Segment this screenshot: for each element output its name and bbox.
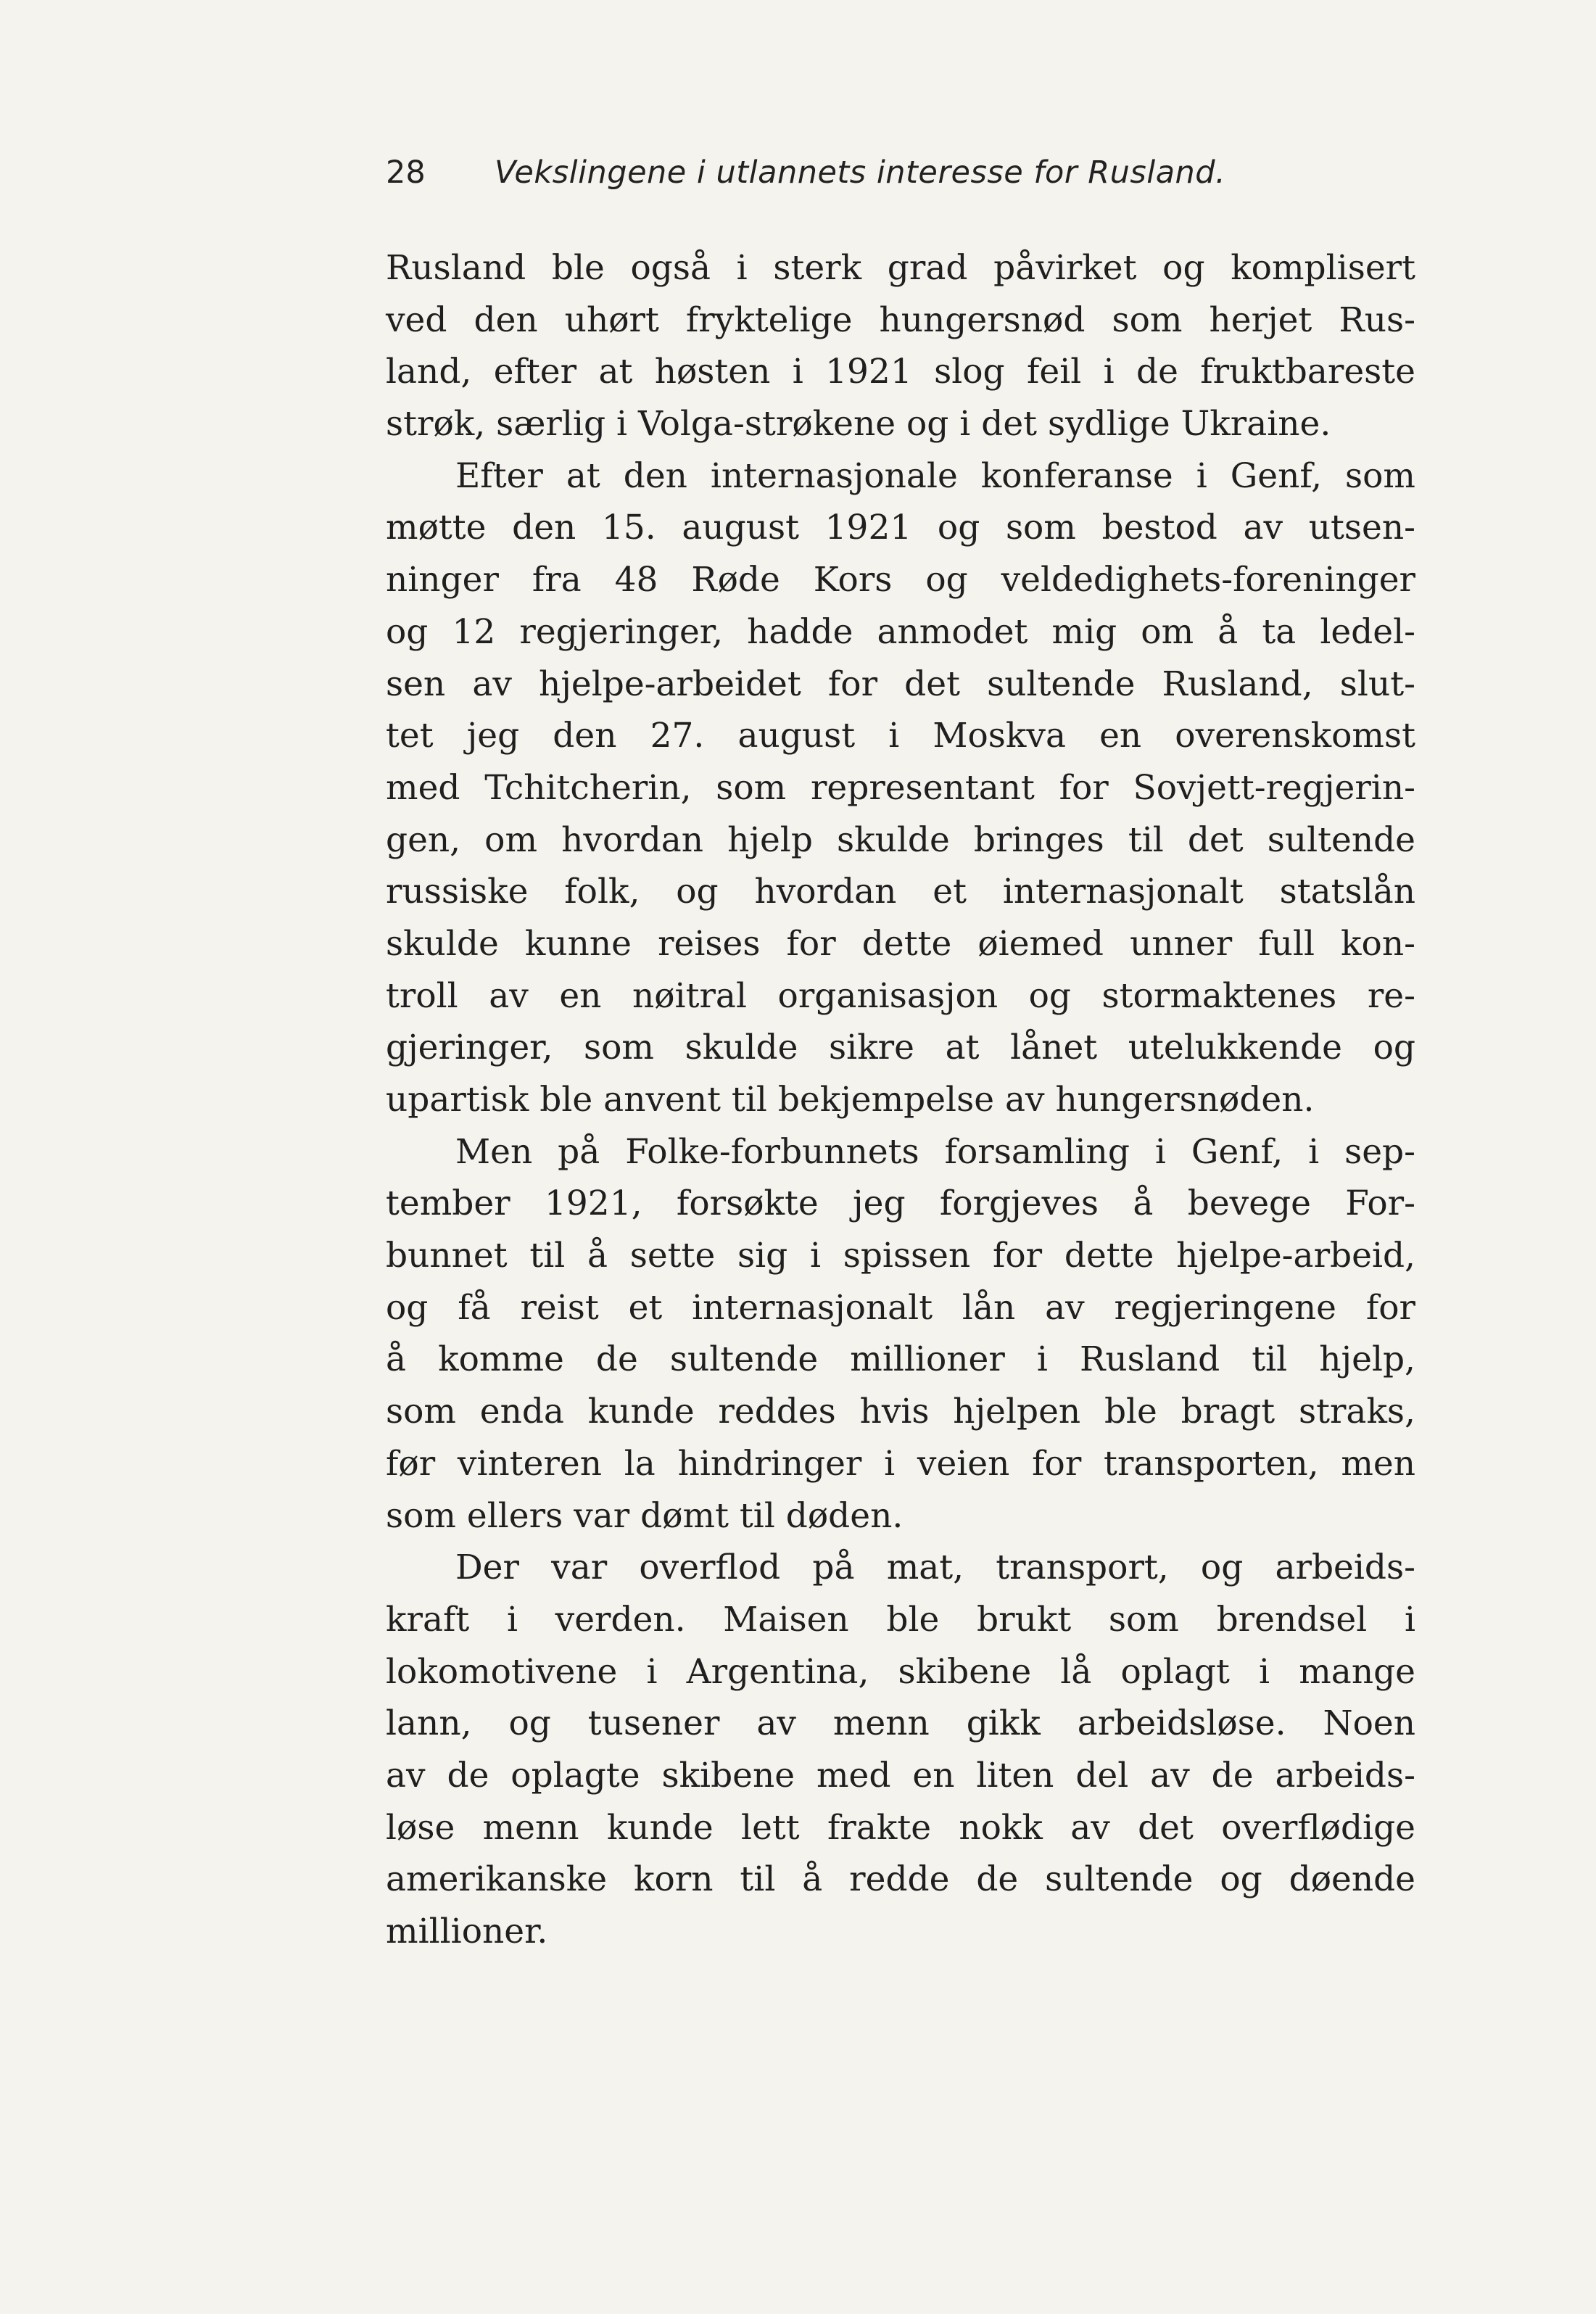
text-line: å komme de sultende millioner i Rusland til hjelp, (386, 1339, 1415, 1380)
text-line: før vinteren la hindringer i veien for transporten, men (386, 1443, 1415, 1484)
text-line: Rusland ble også i sterk grad påvirket og komplisert (386, 248, 1415, 288)
text-line: sen av hjelpe-arbeidet for det sultende Rusland, slut- (386, 664, 1415, 704)
text-line: lokomotivene i Argentina, skibene lå oplagt i mange (386, 1651, 1415, 1692)
text-line: Der var overflod på mat, transport, og arbeids- (455, 1548, 1415, 1588)
text-line: med Tchitcherin, som representant for Sovjett-regjerin- (386, 767, 1415, 808)
text-line: troll av en nøitral organisasjon og stormaktenes re- (386, 975, 1415, 1016)
text-line: amerikanske korn til å redde de sultende og døende (386, 1859, 1415, 1900)
text-line: bunnet til å sette sig i spissen for dette hjelpe-arbeid, (386, 1236, 1415, 1276)
text-line: og 12 regjeringer, hadde anmodet mig om å ta ledel- (386, 611, 1415, 652)
text-line: møtte den 15. august 1921 og som bestod av utsen- (386, 508, 1415, 548)
running-head (386, 151, 1415, 194)
text-line: strøk, særlig i Volga-strøkene og i det sydlige Ukraine. (386, 404, 1331, 445)
text-line: som ellers var dømt til døden. (386, 1495, 904, 1536)
text-line: gen, om hvordan hjelp skulde bringes til det sultende (386, 819, 1415, 860)
text-line: land, efter at høsten i 1921 slog feil i de fruktbareste (386, 352, 1415, 392)
text-line: ved den uhørt fryktelige hungersnød som herjet Rus- (386, 299, 1415, 340)
text-line: løse menn kunde lett frakte nokk av det overflødige (386, 1807, 1415, 1848)
text-line: som enda kunde reddes hvis hjelpen ble bragt straks, (386, 1392, 1415, 1432)
text-line: kraft i verden. Maisen ble brukt som brendsel i (386, 1599, 1415, 1640)
text-line: tet jeg den 27. august i Moskva en overenskomst (386, 716, 1415, 756)
text-line: ninger fra 48 Røde Kors og veldedighets-foreninger (386, 560, 1415, 600)
text-line: av de oplagte skibene med en liten del av de arbeids- (386, 1755, 1415, 1796)
text-line: Efter at den internasjonale konferanse i Genf, som (455, 455, 1415, 496)
running-title: Vekslingene i utlannets interesse for Rusland. (495, 154, 1226, 191)
text-line: Men på Folke-forbunnets forsamling i Genf, i sep- (455, 1131, 1415, 1172)
text-line: og få reist et internasjonalt lån av regjeringene for (386, 1287, 1415, 1328)
text-line: lann, og tusener av menn gikk arbeidsløse. Noen (386, 1703, 1415, 1744)
page-number: 28 (386, 154, 426, 191)
text-line: skulde kunne reises for dette øiemed unner full kon- (386, 923, 1415, 964)
text-line: upartisk ble anvent til bekjempelse av hungersnøden. (386, 1080, 1315, 1120)
text-line: millioner. (386, 1912, 548, 1951)
text-line: russiske folk, og hvordan et internasjonalt statslån (386, 872, 1415, 912)
text-line: tember 1921, forsøkte jeg forgjeves å bevege For- (386, 1183, 1415, 1224)
body-text (386, 242, 1415, 1958)
text-line: gjeringer, som skulde sikre at lånet utelukkende og (386, 1028, 1415, 1068)
